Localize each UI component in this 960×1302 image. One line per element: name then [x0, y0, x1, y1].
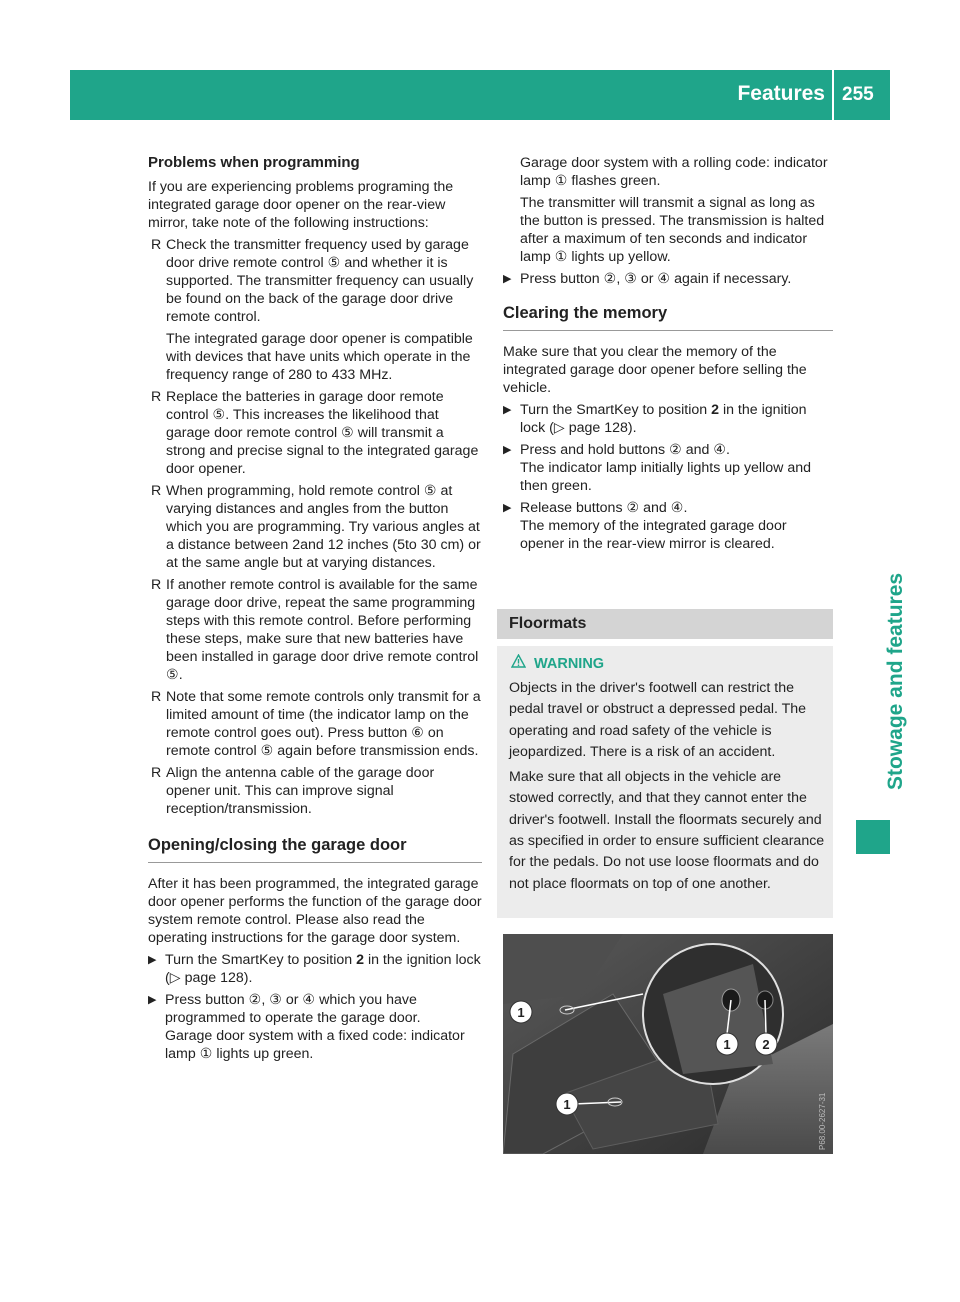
- list-item: [148, 482, 482, 572]
- ignition-position: 2: [356, 952, 364, 968]
- warning-paragraph: Objects in the driver's footwell can restrict the pedal travel or obstruct a depressed pedal. The operating and road safety of the vehicle is jeopardized. There is a risk of an accident.: [509, 680, 807, 760]
- step-item: ▶ Turn the SmartKey to position 2 in the ignition lock (▷ page 128).: [148, 952, 481, 986]
- step-text: Press button ②, ③ or ④ which you have programmed to operate the garage door.: [165, 992, 421, 1026]
- right-column: [503, 154, 833, 557]
- arrow-icon: ▶: [503, 502, 512, 514]
- floormats-heading: Floormats: [509, 615, 587, 632]
- bullet-icon: R: [151, 765, 162, 781]
- arrow-icon: ▶: [148, 994, 157, 1006]
- step-item: [503, 270, 833, 288]
- svg-text:2: 2: [762, 1037, 770, 1052]
- section-title: Features: [737, 82, 825, 105]
- bullet-text: Note that some remote controls only transmit for a limited amount of time (the indicator lamp on the remote control goes out). Press button ⑥ on remote control ⑤ again before transmission ends.: [166, 689, 481, 759]
- step-text: Release buttons ② and ④.: [520, 500, 688, 516]
- left-column: [148, 154, 482, 1067]
- step-item: ▶ Turn the SmartKey to position 2 in the ignition lock (▷ page 128).: [503, 402, 807, 436]
- warning-header: [511, 654, 604, 675]
- bullet-text: When programming, hold remote control ⑤ at varying distances and angles from the button which you are programming. Try various angles at a distance between 2and 12 inches (5to 30 cm) or at the same angle but at varying distances.: [166, 483, 481, 571]
- bullet-icon: R: [151, 237, 162, 253]
- arrow-icon: ▶: [503, 404, 512, 416]
- side-tab: [856, 520, 907, 790]
- step-text: Press button ②, ③ or ④ again if necessary.: [520, 271, 792, 287]
- arrow-icon: ▶: [148, 954, 157, 966]
- header-divider: [832, 70, 834, 120]
- step-result: The indicator lamp initially lights up yellow and then green.: [520, 460, 811, 494]
- bullet-text: If another remote control is available for the same garage door drive, repeat the same programming steps with this remote control. Before performing these steps, make sure that new batteries have been installed in garage door drive remote control ⑤.: [166, 577, 479, 683]
- floormat-figure: [503, 934, 833, 1154]
- arrow-icon: ▶: [503, 273, 512, 285]
- list-item: [148, 388, 482, 478]
- warning-label: WARNING: [534, 656, 605, 672]
- callout-2: [755, 1033, 777, 1055]
- bullet-icon: R: [151, 577, 162, 593]
- clearing-heading: Clearing the memory: [503, 304, 833, 331]
- problems-heading: Problems when programming: [148, 154, 360, 171]
- list-item: [148, 764, 482, 818]
- floormats-section-header: [497, 609, 833, 639]
- opening-intro: After it has been programmed, the integrated garage door opener performs the function of the garage door system remote control. Please also read the operating instructions for the garage door system.: [148, 876, 482, 946]
- step-result: The memory of the integrated garage door opener in the rear-view mirror is cleared.: [520, 518, 787, 552]
- list-item: [148, 236, 482, 384]
- side-tab-label: Stowage and features: [884, 572, 907, 790]
- bullet-icon: R: [151, 389, 162, 405]
- rolling-code-text: Garage door system with a rolling code: indicator lamp ① flashes green.: [520, 155, 828, 189]
- warning-triangle-icon: [511, 654, 526, 675]
- callout-1: [556, 1093, 578, 1115]
- bullet-icon: R: [151, 689, 162, 705]
- problems-intro: If you are experiencing problems programing the integrated garage door opener on the rear-view mirror, take note of the following instructions:: [148, 179, 454, 231]
- step-item: [148, 991, 482, 1027]
- list-item: [148, 576, 482, 684]
- callout-1: [510, 1001, 532, 1023]
- bullet-text: Replace the batteries in garage door remote control ⑤. This increases the likelihood that garage door remote control ⑤ will transmit a strong and precise signal to the integrated garage door opener.: [166, 389, 479, 477]
- list-item: [148, 688, 482, 760]
- arrow-icon: ▶: [503, 444, 512, 456]
- svg-text:1: 1: [723, 1037, 731, 1052]
- page-number: 255: [842, 84, 874, 105]
- warning-text: [509, 678, 825, 897]
- figure-code: P68.00-2627-31: [818, 1092, 827, 1150]
- bullet-text: Align the antenna cable of the garage door opener unit. This can improve signal reception/transmission.: [166, 765, 435, 817]
- ignition-position: 2: [711, 402, 719, 418]
- step-text: Press and hold buttons ② and ④.: [520, 442, 730, 458]
- svg-text:1: 1: [517, 1005, 525, 1020]
- side-tab-marker: [856, 820, 890, 854]
- step-item: [503, 441, 833, 495]
- transmit-text: The transmitter will transmit a signal as long as the button is pressed. The transmission is halted after a maximum of ten seconds and indicator lamp ① lights up yellow.: [520, 195, 825, 265]
- warning-box: [497, 646, 833, 918]
- opening-heading: Opening/closing the garage door: [148, 836, 482, 863]
- clearing-intro: Make sure that you clear the memory of the integrated garage door opener before selling the vehicle.: [503, 344, 807, 396]
- step-item: [503, 499, 833, 553]
- warning-paragraph: Make sure that all objects in the vehicle are stowed correctly, and that they cannot enter the driver's footwell. Install the floormats securely and as specified in order to ensure sufficient clearance for the pedals. Do not use loose floormats and do not place floormats on top of one another.: [509, 769, 825, 892]
- svg-text:1: 1: [563, 1097, 571, 1112]
- floormat-illustration: [503, 934, 833, 1154]
- bullet-extra: The integrated garage door opener is compatible with devices that have units which operate in the frequency range of 280 to 433 MHz.: [166, 331, 473, 383]
- bullet-text: Check the transmitter frequency used by garage door drive remote control ⑤ and whether it is supported. The transmitter frequency can usually be found on the back of the garage door drive remote control.: [166, 237, 474, 325]
- callout-1: [716, 1033, 738, 1055]
- bullet-icon: R: [151, 483, 162, 499]
- step-continuation: Garage door system with a fixed code: indicator lamp ① lights up green.: [165, 1028, 465, 1062]
